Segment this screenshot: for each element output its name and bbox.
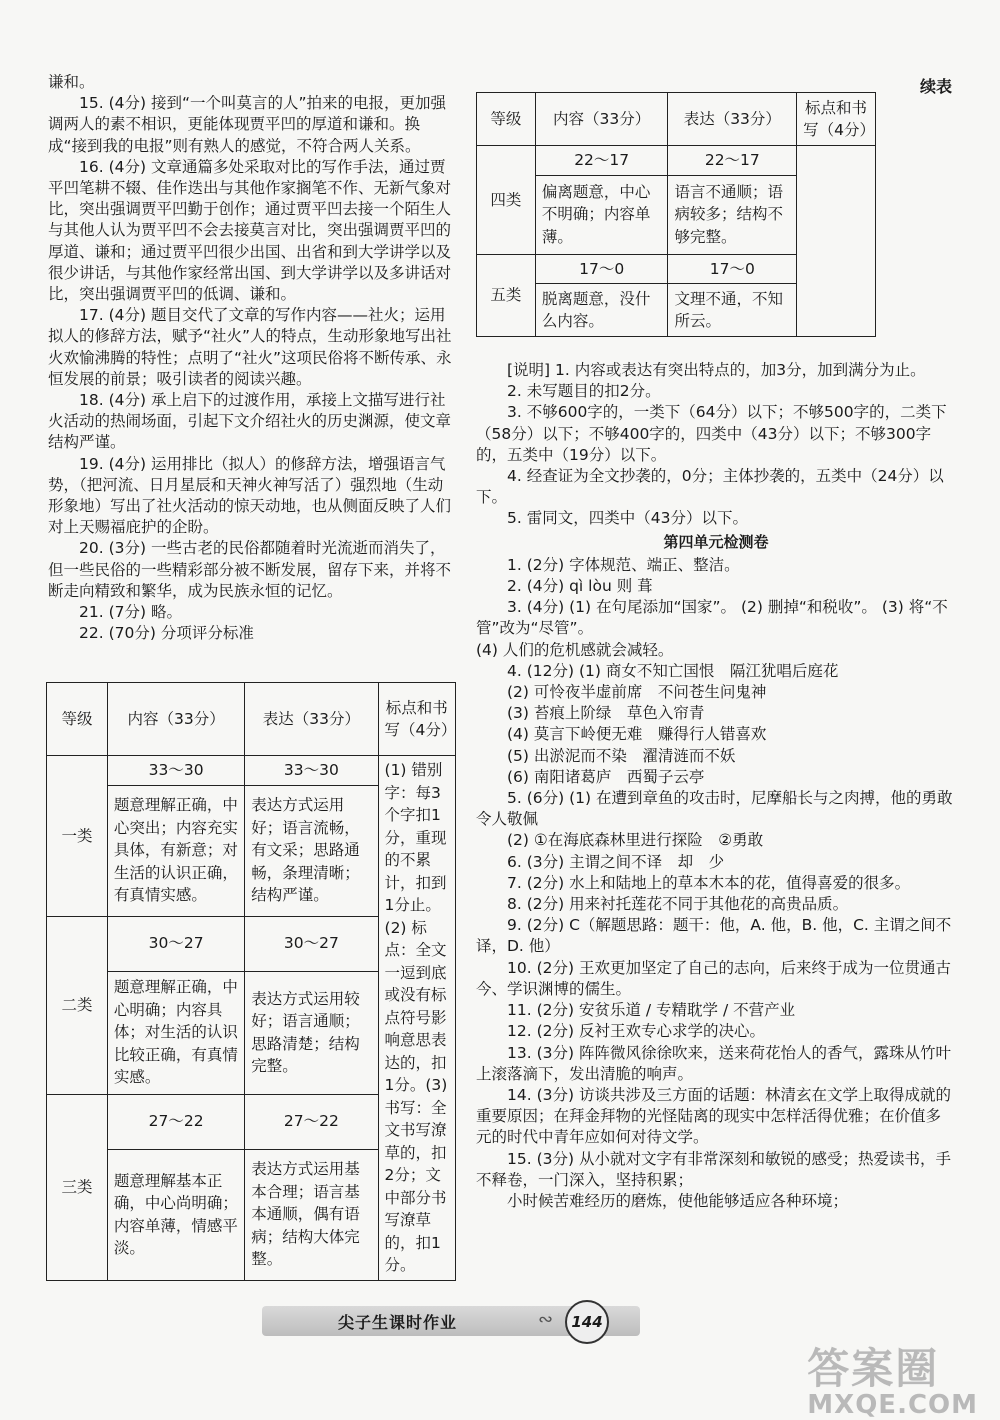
answer-12: 12. (2分) 反衬王欢专心求学的决心。 xyxy=(507,1022,765,1041)
level-cell: 一类 xyxy=(47,756,108,917)
answer-5: 5. (6分) (1) 在遭到章鱼的攻击时，尼摩船长与之肉搏，他的勇敢令人敬佩 xyxy=(476,789,953,829)
punctuation-blank xyxy=(797,146,876,337)
answer-10: 10. (2分) 王欢更加坚定了自己的志向，后来终于成为一位贯通古今、学识渊博的儒生。 xyxy=(476,958,951,998)
watermark-logo: 答案圈 xyxy=(807,1344,940,1393)
note-5: 5. 雷同文，四类中（43分）以下。 xyxy=(507,509,748,528)
note-1: [说明] 1. 内容或表达有突出特点的，加3分，加到满分为止。 xyxy=(507,361,926,379)
expression-criteria: 表达方式运用基本合理；语言基本通顺，偶有语病；结构大体完整。 xyxy=(245,1149,378,1280)
watermark xyxy=(807,1336,978,1420)
content-score: 22～17 xyxy=(535,146,668,176)
table-row xyxy=(477,146,876,176)
expression-score: 22～17 xyxy=(668,146,797,176)
answer-9: 9. (2分) C（解题思路：题干：他，A. 他，B. 他，C. 主谓之间不译，D. 他） xyxy=(476,916,952,956)
answer-3: 3. (4分) (1) 在句尾添加“国家”。 (2) 删掉“和税收”。 (3) 将“不管”改为“尽管”。 xyxy=(476,598,948,638)
content-score: 17～0 xyxy=(535,254,668,284)
answer-5-part2: (2) ①在海底森林里进行探险 ②勇敢 xyxy=(507,831,764,850)
answer-6: 6. (3分) 主谓之间不译 却 少 xyxy=(507,852,725,871)
content-score: 30～27 xyxy=(107,916,244,971)
content-criteria: 题意理解基本正确，中心尚明确；内容单薄，情感平淡。 xyxy=(107,1149,244,1280)
answer-22: 22. (70分) 分项评分标准 xyxy=(79,624,254,643)
grading-table-right xyxy=(476,92,876,337)
header-expression: 表达（33分） xyxy=(668,93,797,146)
answer-7: 7. (2分) 水上和陆地上的草本木本的花，值得喜爱的很多。 xyxy=(507,873,911,892)
expression-score: 17～0 xyxy=(668,254,797,284)
answer-4-line: (3) 苔痕上阶绿 草色入帘青 xyxy=(507,704,705,723)
answer-4-line: (6) 南阳诸葛庐 西蜀子云亭 xyxy=(507,767,705,786)
answer-paragraph: 谦和。 xyxy=(48,73,95,91)
header-level: 等级 xyxy=(47,683,108,756)
expression-score: 27～22 xyxy=(245,1094,378,1149)
answer-20: 20. (3分) 一些古老的民俗都随着时光流逝而消失了，但一些民俗的一些精彩部分被不断发展，留存下来，并将不断走向精致和繁华，成为民族永恒的记忆。 xyxy=(48,539,452,600)
expression-criteria: 表达方式运用较好；语言通顺；思路清楚；结构完整。 xyxy=(245,971,378,1094)
header-punctuation: 标点和书写（4分） xyxy=(378,683,455,756)
answer-4-line: (2) 可怜夜半虚前席 不问苍生问鬼神 xyxy=(507,683,767,702)
level-cell: 四类 xyxy=(477,146,536,255)
page-number: 144 xyxy=(565,1300,609,1344)
expression-score: 33～30 xyxy=(245,756,378,786)
content-criteria: 题意理解正确，中心明确；内容具体；对生活的认识比较正确，有真情实感。 xyxy=(107,971,244,1094)
table-row xyxy=(47,756,456,786)
answer-8: 8. (2分) 用来衬托莲花不同于其他花的高贵品质。 xyxy=(507,895,849,914)
watermark-url: MXQE.COM xyxy=(807,1390,978,1420)
note-2: 2. 未写题目的扣2分。 xyxy=(507,382,661,401)
level-cell: 二类 xyxy=(47,916,108,1094)
answer-4-line: (5) 出淤泥而不染 濯清涟而不妖 xyxy=(507,746,736,765)
answer-21: 21. (7分) 略。 xyxy=(79,603,182,622)
answer-1: 1. (2分) 字体规范、端正、整洁。 xyxy=(507,555,740,574)
answer-11: 11. (2分) 安贫乐道 / 专精耽学 / 不营产业 xyxy=(507,1001,796,1020)
answer-16: 16. (4分) 文章通篇多处采取对比的写作手法，通过贾平凹笔耕不辍、佳作迭出与其他作家搁笔不作、无新气象对比，突出强调贾平凹勤于创作；通过贾平凹去接一个陌生人与其他人认为贾平凹不会去接莫言对比，突出强调贾平凹的厚道、谦和；通过贾平凹很少出国、出省和到大学讲学以及很少讲话，与其他作家经常出国、到大学讲学以及多讲话对比，突出强调贾平凹的低调、谦和。 xyxy=(48,157,452,304)
expression-criteria: 语言不通顺；语病较多；结构不够完整。 xyxy=(668,175,797,254)
right-column xyxy=(476,360,956,1212)
answer-3-part4: (4) 人们的危机感就会减轻。 xyxy=(476,640,674,659)
header-punctuation: 标点和书写（4分） xyxy=(797,93,876,146)
answer-15: 15. (4分) 接到“一个叫莫言的人”拍来的电报，更加强调两人的素不相识，更能体现贾平凹的厚道和谦和。换成“接到我的电报”则有熟人的感觉，不符合两人关系。 xyxy=(48,94,447,155)
header-content: 内容（33分） xyxy=(107,683,244,756)
left-column xyxy=(48,72,456,644)
footer-banner xyxy=(262,1306,640,1336)
header-level: 等级 xyxy=(477,93,536,146)
table-header-row xyxy=(477,93,876,146)
table-header-row xyxy=(47,683,456,756)
answer-15-cont: 小时候苦难经历的磨炼，使他能够适应各种环境； xyxy=(507,1191,849,1210)
content-score: 27～22 xyxy=(107,1094,244,1149)
answer-17: 17. (4分) 题目交代了文章的写作内容——社火；运用拟人的修辞方法，赋予“社火”人的特点，生动形象地写出社火欢愉沸腾的特性；点明了“社火”这项民俗将不断传承、永恒发展的前景；吸引读者的阅读兴趣。 xyxy=(48,306,452,388)
expression-criteria: 文理不通，不知所云。 xyxy=(668,284,797,337)
answer-19: 19. (4分) 运用排比（拟人）的修辞方法，增强语言气势，（把河流、日月星辰和天神火神写活了）强烈地（生动形象地）写出了社火活动的惊天动地，也从侧面反映了人们对上天赐福庇护的企盼。 xyxy=(48,454,452,537)
answer-18: 18. (4分) 承上启下的过渡作用，承接上文描写进行社火活动的热闹场面，引起下文介绍社火的历史渊源，使文章结构严谨。 xyxy=(48,391,452,452)
footer-title: 尖子生课时作业 xyxy=(338,1313,458,1332)
level-cell: 五类 xyxy=(477,254,536,337)
continued-label: 续表 xyxy=(919,77,952,96)
answer-14: 14. (3分) 访谈共涉及三方面的话题：林清玄在文学上取得成就的重要原因；在拜金拜物的光怪陆离的现实中怎样活得优雅；在价值多元的时代中青年应如何对待文学。 xyxy=(476,1085,951,1147)
punctuation-criteria: (1) 错别字：每3个字扣1分，重现的不累计，扣到1分止。(2) 标点：全文一逗到底或没有标点符号影响意思表达的，扣1分。(3) 书写：全文书写潦草的，扣2分；文中部分书写潦草的，扣1分。 xyxy=(378,756,455,1281)
answer-4-line: (4) 莫言下岭便无难 赚得行人错喜欢 xyxy=(507,725,767,744)
swirl-ornament-icon: ∾ xyxy=(538,1309,554,1330)
content-criteria: 题意理解正确，中心突出；内容充实具体，有新意；对生活的认识正确，有真情实感。 xyxy=(107,785,244,916)
answer-2: 2. (4分) qì lòu 则 葺 xyxy=(507,577,653,596)
content-criteria: 偏离题意，中心不明确；内容单薄。 xyxy=(535,175,668,254)
expression-score: 30～27 xyxy=(245,916,378,971)
answer-4: 4. (12分) (1) 商女不知亡国恨 隔江犹唱后庭花 xyxy=(507,661,839,680)
content-score: 33～30 xyxy=(107,756,244,786)
grading-table-left xyxy=(46,682,456,1281)
note-4: 4. 经查证为全文抄袭的，0分；主体抄袭的，五类中（24分）以下。 xyxy=(476,467,944,507)
content-criteria: 脱离题意，没什么内容。 xyxy=(535,284,668,337)
note-3: 3. 不够600字的，一类下（64分）以下；不够500字的，二类下（58分）以下；不够400字的，四类中（43分）以下；不够300字的，五类中（19分）以下。 xyxy=(476,403,947,464)
section-title: 第四单元检测卷 xyxy=(663,532,769,551)
header-expression: 表达（33分） xyxy=(245,683,378,756)
answer-13: 13. (3分) 阵阵微风徐徐吹来，送来荷花怡人的香气，露珠从竹叶上滚落滴下，发出清脆的响声。 xyxy=(476,1043,951,1083)
answer-15: 15. (3分) 从小就对文字有非常深刻和敏锐的感受；热爱读书，手不释卷，一门深入，坚持积累； xyxy=(476,1149,951,1189)
header-content: 内容（33分） xyxy=(535,93,668,146)
level-cell: 三类 xyxy=(47,1094,108,1280)
expression-criteria: 表达方式运用好；语言流畅，有文采；思路通畅，条理清晰；结构严谨。 xyxy=(245,785,378,916)
